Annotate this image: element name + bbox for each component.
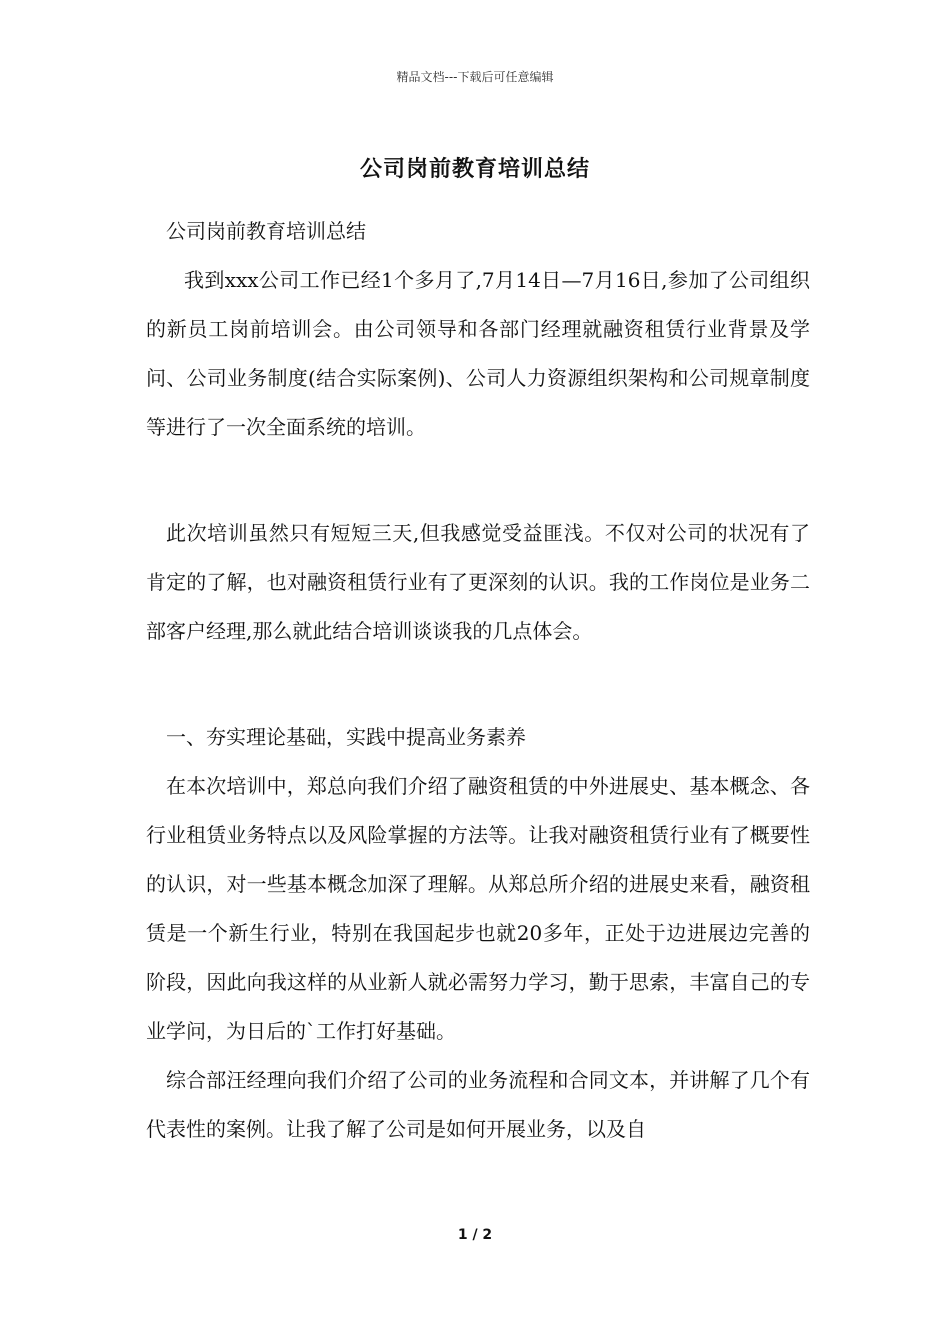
paragraph-theory: 在本次培训中，郑总向我们介绍了融资租赁的中外进展史、基本概念、各行业租赁业务特点以及风险掌握的方法等。让我对融资租赁行业有了概要性的认识，对一些基本概念加深了理解。从郑总所介绍的进展史来看，融资租赁是一个新生行业，特别在我国起步也就20多年，正处于边进展边完善的阶段，因此向我这样的从业新人就必需努力学习，勤于思索，丰富自己的专业学问，为日后的`工作打好基础。 [146,774,810,1043]
document-subtitle: 公司岗前教育培训总结 [166,219,366,243]
paragraph-reflection: 此次培训虽然只有短短三天,但我感觉受益匪浅。不仅对公司的状况有了肯定的了解，也对融资租赁行业有了更深刻的认识。我的工作岗位是业务二部客户经理,那么就此结合培训谈谈我的几点体会。 [146,521,810,643]
header-note: 精品文档---下载后可任意编辑 [396,70,554,84]
page-number: 1 / 2 [457,1227,493,1243]
paragraph-intro: 我到xxx公司工作已经1个多月了,7月14日—7月16日,参加了公司组织的新员工岗前培训会。由公司领导和各部门经理就融资租赁行业背景及学问、公司业务制度(结合实际案例)、公司人力资源组织架构和公司规章制度等进行了一次全面系统的培训。 [146,268,810,439]
section-heading-1: 一、夯实理论基础，实践中提高业务素养 [166,725,526,749]
document-title: 公司岗前教育培训总结 [359,156,590,182]
document-body [146,207,810,1154]
paragraph-business-process: 综合部汪经理向我们介绍了公司的业务流程和合同文本，并讲解了几个有代表性的案例。让我了解了公司是如何开展业务，以及自 [146,1068,810,1141]
